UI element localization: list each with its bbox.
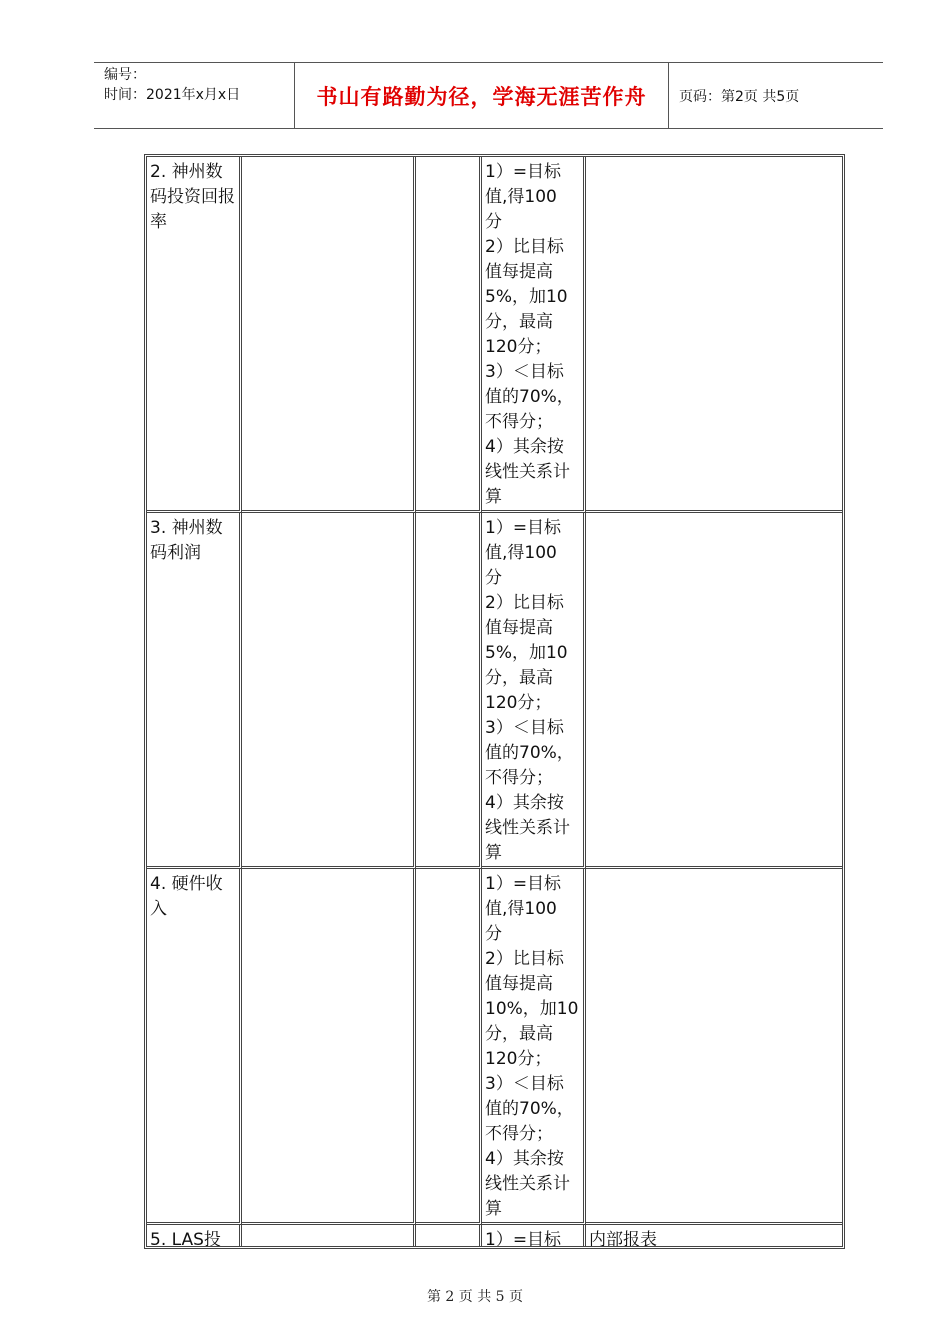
table-row — [147, 513, 842, 869]
scoring-rule-line: 算 — [485, 1199, 502, 1219]
data-source-cell — [586, 513, 842, 869]
scoring-rule-line: 5%，加10 — [485, 643, 568, 663]
scoring-rule-line: 4）其余按 — [485, 1149, 564, 1169]
scoring-rule-line: 1）=目标 — [485, 518, 562, 538]
scoring-rule-line: 3）＜目标 — [485, 718, 564, 738]
scoring-rule-line: 120分； — [485, 337, 552, 357]
scoring-rule-cell — [482, 513, 586, 869]
motto-text: 书山有路勤为径，学海无涯苦作舟 — [316, 84, 647, 109]
scoring-rule-line: 不得分； — [485, 768, 553, 788]
scoring-rule-line: 1）=目标 — [485, 162, 562, 182]
header-page-cell — [669, 63, 883, 128]
scoring-rule-line: 1）=目标 — [485, 874, 562, 894]
scoring-rule-line: 120分； — [485, 1049, 552, 1069]
page-footer: 第 2 页 共 5 页 — [426, 1289, 524, 1305]
scoring-rule-line: 分 — [485, 568, 502, 588]
cell-empty — [416, 1225, 482, 1249]
scoring-rule-line: 3）＜目标 — [485, 362, 564, 382]
scoring-rule-line: 4）其余按 — [485, 437, 564, 457]
scoring-rule-line: 值每提高 — [485, 262, 553, 282]
table-row — [147, 157, 842, 513]
cell-empty — [242, 869, 416, 1225]
scoring-rule-line: 10%，加10 — [485, 999, 579, 1019]
time-label: 时间：2021年x月x日 — [104, 87, 241, 103]
page-header — [94, 62, 883, 129]
scoring-rule-line: 线性关系计 — [485, 462, 570, 482]
scoring-rule-line: 分，最高 — [485, 1024, 553, 1044]
cell-empty — [242, 157, 416, 513]
cell-empty — [416, 869, 482, 1225]
scoring-rule-line: 3）＜目标 — [485, 1074, 564, 1094]
scoring-rule-line: 值每提高 — [485, 618, 553, 638]
scoring-rule-line: 线性关系计 — [485, 818, 570, 838]
table-row — [147, 869, 842, 1225]
scoring-rule-line: 值的70%， — [485, 1099, 574, 1119]
scoring-rule-line: 值,得100 — [485, 543, 557, 563]
scoring-rule-line: 值的70%， — [485, 743, 574, 763]
scoring-rule-line: 线性关系计 — [485, 1174, 570, 1194]
scoring-rule-line: 分，最高 — [485, 668, 553, 688]
scoring-rule-line: 算 — [485, 487, 502, 507]
scoring-rule-line: 不得分； — [485, 1124, 553, 1144]
indicator-cell: 2. 神州数码投资回报率 — [147, 157, 242, 513]
table-row — [147, 1225, 842, 1249]
indicator-cell: 4. 硬件收入 — [147, 869, 242, 1225]
scoring-rule-line: 值每提高 — [485, 974, 553, 994]
scoring-rule-line: 不得分； — [485, 412, 553, 432]
scoring-rule-line: 120分； — [485, 693, 552, 713]
header-meta — [94, 63, 295, 128]
scoring-rule-line: 值的70%， — [485, 387, 574, 407]
cell-empty — [416, 513, 482, 869]
scoring-rule-line: 分 — [485, 212, 502, 232]
scoring-rule-line: 4）其余按 — [485, 793, 564, 813]
cell-empty — [416, 157, 482, 513]
data-source-cell — [586, 157, 842, 513]
scoring-rule-cell — [482, 869, 586, 1225]
scoring-rule-line: 值,得100 — [485, 187, 557, 207]
scoring-rule-line: 1）=目标 — [485, 1230, 562, 1249]
scoring-rule-line: 算 — [485, 843, 502, 863]
cell-empty — [242, 1225, 416, 1249]
indicator-cell: 3. 神州数码利润 — [147, 513, 242, 869]
scoring-rule-cell — [482, 1225, 586, 1249]
assessment-table — [144, 154, 845, 1249]
data-source-cell — [586, 869, 842, 1225]
scoring-rule-line: 分，最高 — [485, 312, 553, 332]
scoring-rule-line: 2）比目标 — [485, 593, 564, 613]
page-number-label: 页码：第2页 共5页 — [679, 88, 800, 105]
indicator-cell: 5. LAS投 — [147, 1225, 242, 1249]
doc-number-label: 编号： — [104, 67, 146, 83]
scoring-rule-line: 分 — [485, 924, 502, 944]
scoring-rule-line: 2）比目标 — [485, 237, 564, 257]
scoring-rule-cell — [482, 157, 586, 513]
cell-empty — [242, 513, 416, 869]
scoring-rule-line: 2）比目标 — [485, 949, 564, 969]
scoring-rule-line: 5%，加10 — [485, 287, 568, 307]
header-motto-cell — [295, 63, 669, 128]
scoring-rule-line: 值,得100 — [485, 899, 557, 919]
data-source-cell: 内部报表 — [589, 1230, 657, 1249]
